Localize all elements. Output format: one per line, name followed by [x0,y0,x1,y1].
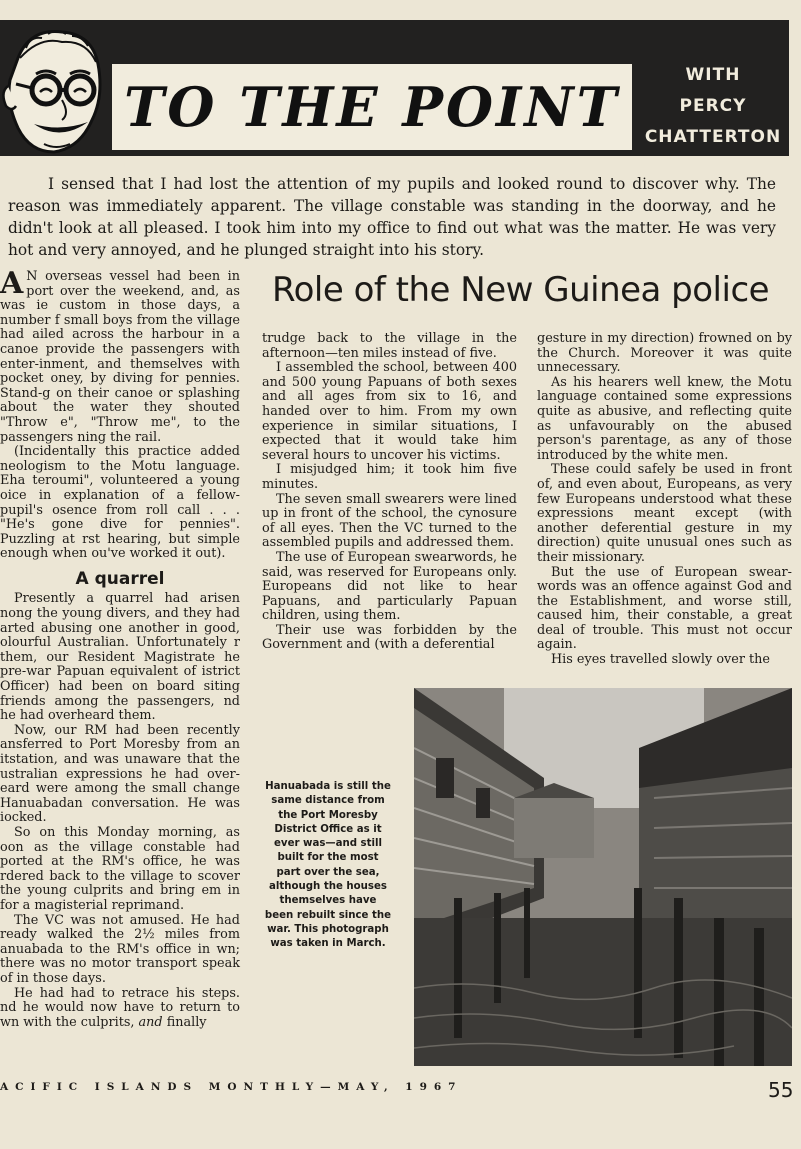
byline-with: WITH [685,65,741,85]
column-title: TO THE POINT [124,75,620,139]
col1-paragraph: He had had to retrace his steps. nd he would now have to return to wn with the culprits, and finally [0,985,240,1030]
article-column-2 [262,332,517,653]
col3-paragraph: But the use of European swear-words was an offence against God and the Establishment, and worse still, caused him, their constable, a great deal of trouble. This must not occur again. [537,564,792,653]
hanuabada-village-photo [414,688,792,1066]
col3-paragraph: These could safely be used in front of, and even about, Europeans, as very few Europeans understood what these expressions meant except (with another deferential gesture in my direction) quite unusual ones such as their missionary. [537,462,792,565]
col3-paragraph: gesture in my direction) frowned on by the Church. Moreover it was quite unnecessary. [537,331,792,376]
col2-paragraph: Their use was forbidden by the Government and (with a deferential [262,622,517,653]
byline [638,60,788,153]
photo-caption: Hanuabada is still the same distance from the Port Moresby District Office as it ever was—and still built for the most part over the sea, although the houses themselves have been rebuilt since the war. This photograph was taken in March. [264,781,392,950]
page-number: 55 [768,1078,794,1102]
col2-paragraph: I misjudged him; it took him five minutes. [262,462,517,492]
col1-paragraph: The VC was not amused. He had ready walked the 2½ miles from anuabada to the RM's office in wn; there was no motor transport speak of in those days. [0,912,240,986]
col1-paragraph: (Incidentally this practice added neologism to the Motu language. Eha teroumi", volunteered a young oice in explanation of a fellow-pupil's osence from roll call . . . "He's gone dive for pennies". Puzzling at rst hearing, but simple enough when ou've worked it out). [0,444,240,562]
subheading-a-quarrel: A quarrel [75,568,165,589]
banner-title-box [112,64,632,150]
intro-paragraph: I sensed that I had lost the attention of my pupils and looked round to discover why. The reason was immediately apparent. The village constable was standing in the doorway, and he didn't look at all pleased. I took him into my office to find out what was the matter. He was very hot and very annoyed, and he plunged straight into his story. [8,175,776,259]
byline-first-name: PERCY [679,96,747,116]
article-column-1 [0,266,240,1030]
running-footer: ACIFIC ISLANDS MONTHLY—MAY, 1967 [0,1081,463,1093]
col3-paragraph: As his hearers well knew, the Motu language contained some expressions quite as abusive, and reflecting quite as unfavourably on the abused person's parentage, as any of those introduced by the white men. [537,374,792,463]
article-column-3 [537,332,792,668]
col2-paragraph: I assembled the school, between 400 and 500 young Papuans of both sexes and all ages from six to 16, and handed over to him. From my own experience in similar situations, I expected that it would take him several hours to uncover his victims. [262,360,517,463]
col2-paragraph: The seven small swearers were lined up in front of the school, the cynosure of all eyes. Then the VC turned to the assembled pupils and addressed them. [262,491,517,551]
col3-paragraph: His eyes travelled slowly over the [551,652,770,668]
col2-paragraph: trudge back to the village in the afternoon—ten miles instead of five. [262,331,517,361]
drop-cap: A [0,266,24,301]
column-banner [0,20,789,156]
article-headline: Role of the New Guinea police [272,270,770,310]
author-caricature-illustration [0,18,110,163]
col1-paragraph: So on this Monday morning, as oon as the village constable had ported at the RM's office, he was rdered back to the village to scover the young culprits and bring em in for a magisterial reprimand. [0,824,240,913]
col1-paragraph: A N overseas vessel had been in port over the weekend, and, as was ie custom in those days, a number f small boys from the village had ailed across the harbour in a canoe provide the passengers with enter-inment, and themselves with pocket oney, by diving for pennies. Stand-g on their canoe or splashing about the water they shouted "Throw e", "Throw me", to the passengers ning the rail. [0,266,240,445]
col1-paragraph: Presently a quarrel had arisen nong the young divers, and they had arted abusing one another in good, olourful Australian. Unfortunately r them, our Resident Magistrate he pre-war Papuan equivalent of istrict Officer) had been on board siting friends among the passengers, nd he had overheard them. [0,591,240,724]
col2-paragraph: The use of European swearwords, he said, was reserved for Europeans only. Europeans did not like to hear Papuans, and particularly Papuan children, using them. [262,549,517,624]
col1-paragraph: Now, our RM had been recently ansferred to Port Moresby from an itstation, and was unaware that the ustralian expressions he had over-eard were among the small change Hanuabadan conversation. He was iocked. [0,722,240,826]
byline-last-name: CHATTERTON [644,127,782,147]
